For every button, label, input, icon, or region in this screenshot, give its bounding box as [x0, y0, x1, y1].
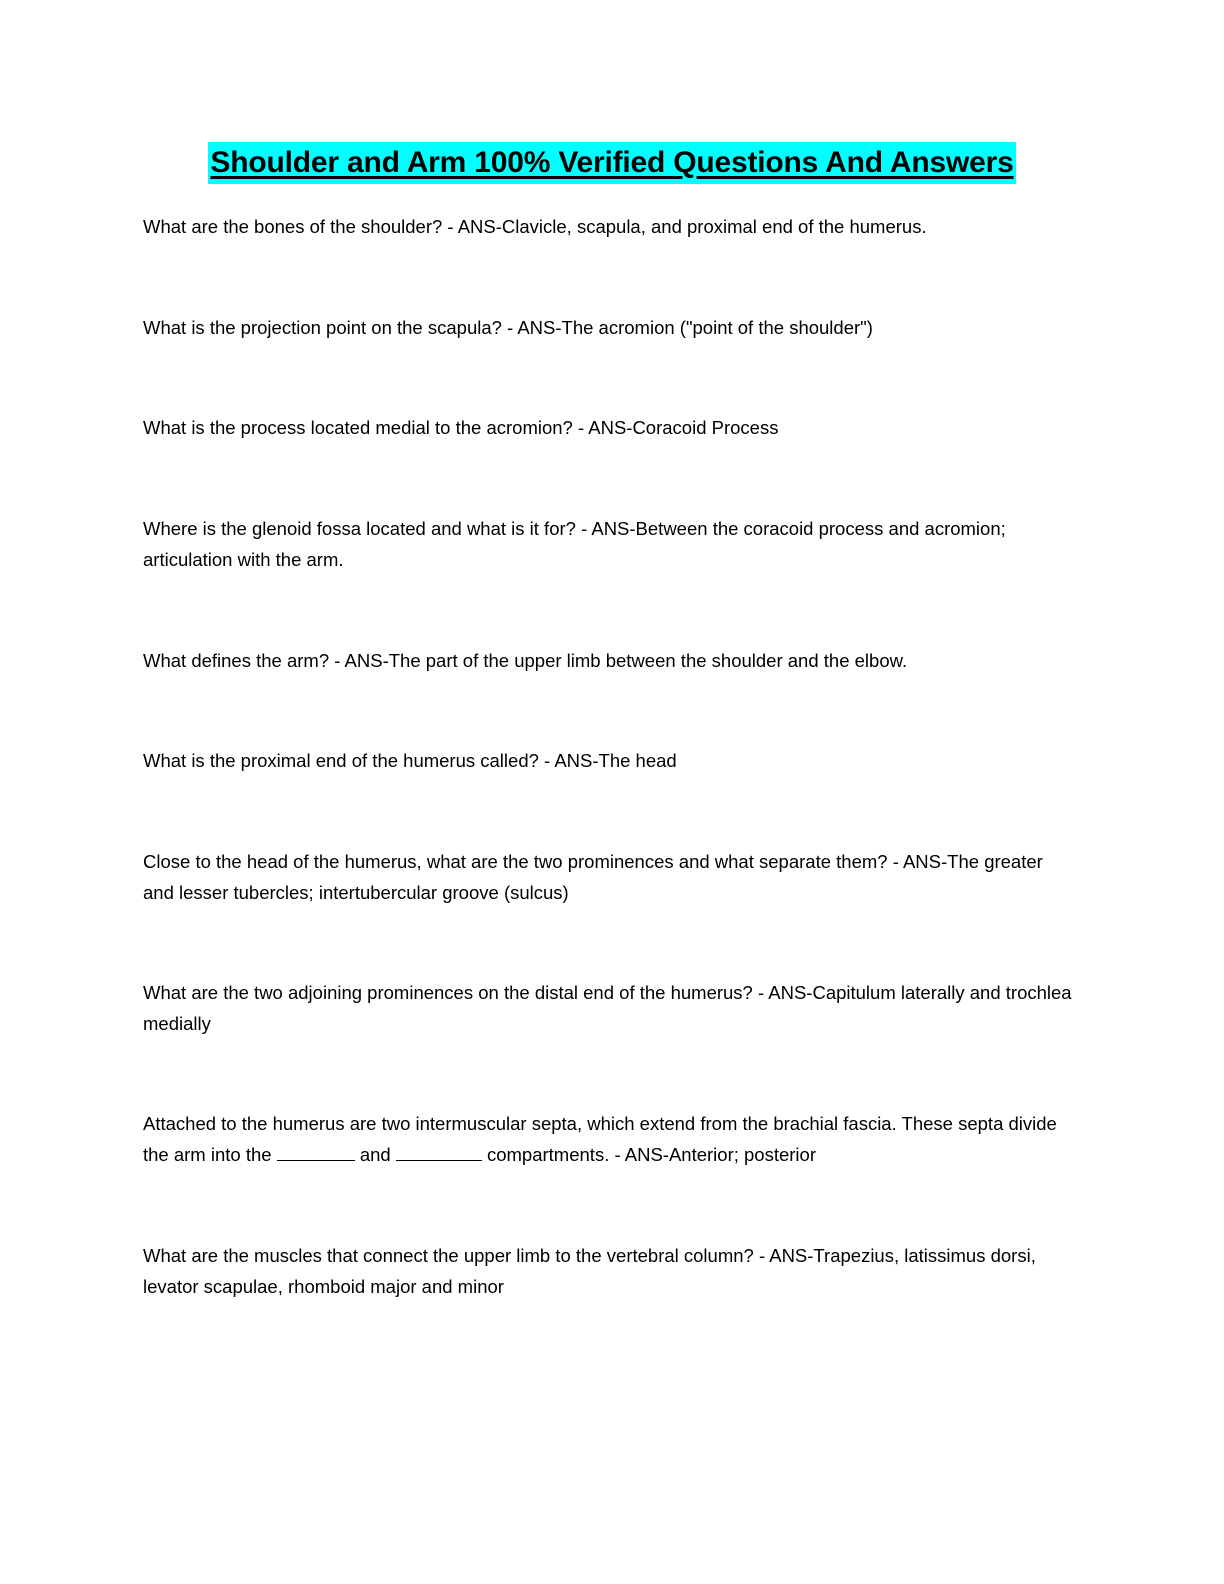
qa-item-9-text-a: Attached to the humerus are two intermuscular septa, which extend from the brachial fascia. These septa divide the arm into the — [143, 1113, 1057, 1165]
document-title: Shoulder and Arm 100% Verified Questions And Answers — [208, 142, 1015, 184]
qa-item-9 — [143, 1108, 1073, 1170]
qa-item-9-text-b: and — [354, 1144, 396, 1165]
title-container — [0, 142, 1224, 184]
qa-item-10: What are the muscles that connect the upper limb to the vertebral column? - ANS-Trapezius, latissimus dorsi, levator scapulae, rhomboid major and minor — [143, 1245, 1036, 1297]
fill-in-blank-2 — [396, 1142, 482, 1161]
qa-item-5: What defines the arm? - ANS-The part of the upper limb between the shoulder and the elbow. — [143, 650, 908, 671]
qa-item-1: What are the bones of the shoulder? - ANS-Clavicle, scapula, and proximal end of the humerus. — [143, 216, 927, 237]
qa-item-9-text-c: compartments. - ANS-Anterior; posterior — [481, 1144, 816, 1165]
qa-item-3: What is the process located medial to the acromion? - ANS-Coracoid Process — [143, 417, 779, 438]
qa-item-6: What is the proximal end of the humerus called? - ANS-The head — [143, 750, 677, 771]
fill-in-blank-1 — [277, 1142, 355, 1161]
qa-item-8: What are the two adjoining prominences on the distal end of the humerus? - ANS-Capitulum laterally and trochlea medially — [143, 982, 1072, 1034]
qa-item-2: What is the projection point on the scapula? - ANS-The acromion ("point of the shoulder") — [143, 317, 873, 338]
qa-item-4: Where is the glenoid fossa located and what is it for? - ANS-Between the coracoid process and acromion; articulation with the arm. — [143, 518, 1006, 570]
qa-item-7: Close to the head of the humerus, what are the two prominences and what separate them? - ANS-The greater and lesser tubercles; intertubercular groove (sulcus) — [143, 851, 1043, 903]
